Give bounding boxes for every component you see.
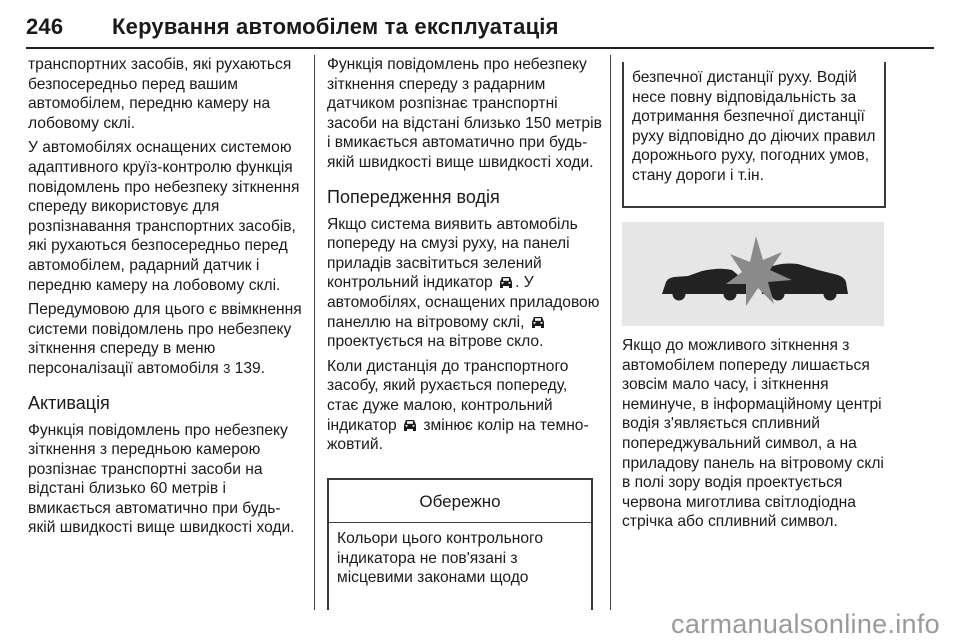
caution-text-continued: безпечної дистанції руху. Водій несе повну відповідальність за дотримання безпечної дистанції руху відповідно до діючих правил дорожнього руху, погодних умов, стану дороги і т.ін. [632, 69, 876, 184]
header-rule [26, 47, 934, 49]
column-divider [610, 55, 611, 610]
paragraph: Функція повідомлень про небезпеку зіткнення спереду з радарним датчиком розпізнає транспортні засоби на відстані близько 150 метрів і вмикається автоматично при будь-якій швидкості вище швидкості ходи. [327, 56, 602, 171]
paragraph-text: Передумовою для цього є ввімкнення системи повідомлень про небезпеку зіткнення спереду в меню персоналізації автомобіля [28, 301, 302, 377]
paragraph-text: . У автомобілях, оснащених приладовою панеллю на вітровому склі, [327, 274, 600, 331]
caution-title: Обережно [329, 480, 591, 523]
chapter-title: Керування автомобілем та експлуатація [112, 14, 559, 39]
caution-text: Кольори цього контрольного індикатора не пов'язані з місцевими законами щодо [337, 530, 544, 587]
column-3-text [622, 336, 890, 537]
heading-driver-warning: Попередження водія [327, 186, 500, 207]
page-ref-arrow-icon: 3 [223, 360, 231, 376]
paragraph [327, 357, 602, 455]
page-ref-link[interactable]: 139. [234, 359, 266, 377]
paragraph: У автомобілях оснащених системою адаптивного круїз-контролю функція повідомлень про небезпеку зіткнення спереду використовує для розпізнавання транспортних засобів, які рухаються безпосередньо перед автомобілем, радарний датчик і передню камеру на лобовому склі. [28, 139, 300, 294]
paragraph [327, 215, 602, 352]
paragraph [28, 300, 303, 378]
paragraph-text: Коли дистанція до транспортного засобу, який рухається попереду, стає дуже малою, контрольний індикатор [327, 357, 569, 434]
caution-box-continued [622, 62, 886, 208]
column-divider [314, 55, 315, 610]
paragraph-text: проектується на вітрове скло. [327, 333, 544, 351]
paragraph: Функція повідомлень про небезпеку зіткнення з передньою камерою розпізнає транспортні засоби на відстані близько 60 метрів і вмикається автоматично при будь-якій швидкості вище швидкості ходи. [28, 421, 295, 537]
heading-activation: Активація [28, 392, 110, 413]
column-1 [28, 55, 303, 543]
caution-box [327, 478, 593, 610]
watermark: carmanualsonline.info [671, 609, 940, 639]
paragraph: транспортних засобів, які рухаються безпосередньо перед вашим автомобілем, передню камеру на лобовому склі. [28, 56, 292, 132]
vehicle-ahead-icon [531, 316, 545, 329]
vehicle-ahead-icon [499, 276, 513, 289]
paragraph-text: змінює колір на темно-жовтий. [327, 416, 589, 454]
paragraph-text: Якщо система виявить автомобіль попереду на смузі руху, на панелі приладів засвітиться зелений контрольний індикатор [327, 215, 578, 292]
vehicle-ahead-icon [403, 419, 417, 432]
collision-warning-illustration [622, 222, 884, 326]
page-number: 246 [26, 14, 64, 39]
column-2 [327, 55, 602, 460]
paragraph: Якщо до можливого зіткнення з автомобілем попереду лишається зовсім мало часу, і зіткнення неминуче, в інформаційному центрі водія з'являється спливний попереджувальний символ, а на приладову панель на вітровому склі в полі зору водія проектується червона миготлива світлодіодна стрічка або спливний символ. [622, 337, 884, 531]
collision-symbol-icon [622, 222, 884, 326]
page-header [26, 14, 559, 40]
